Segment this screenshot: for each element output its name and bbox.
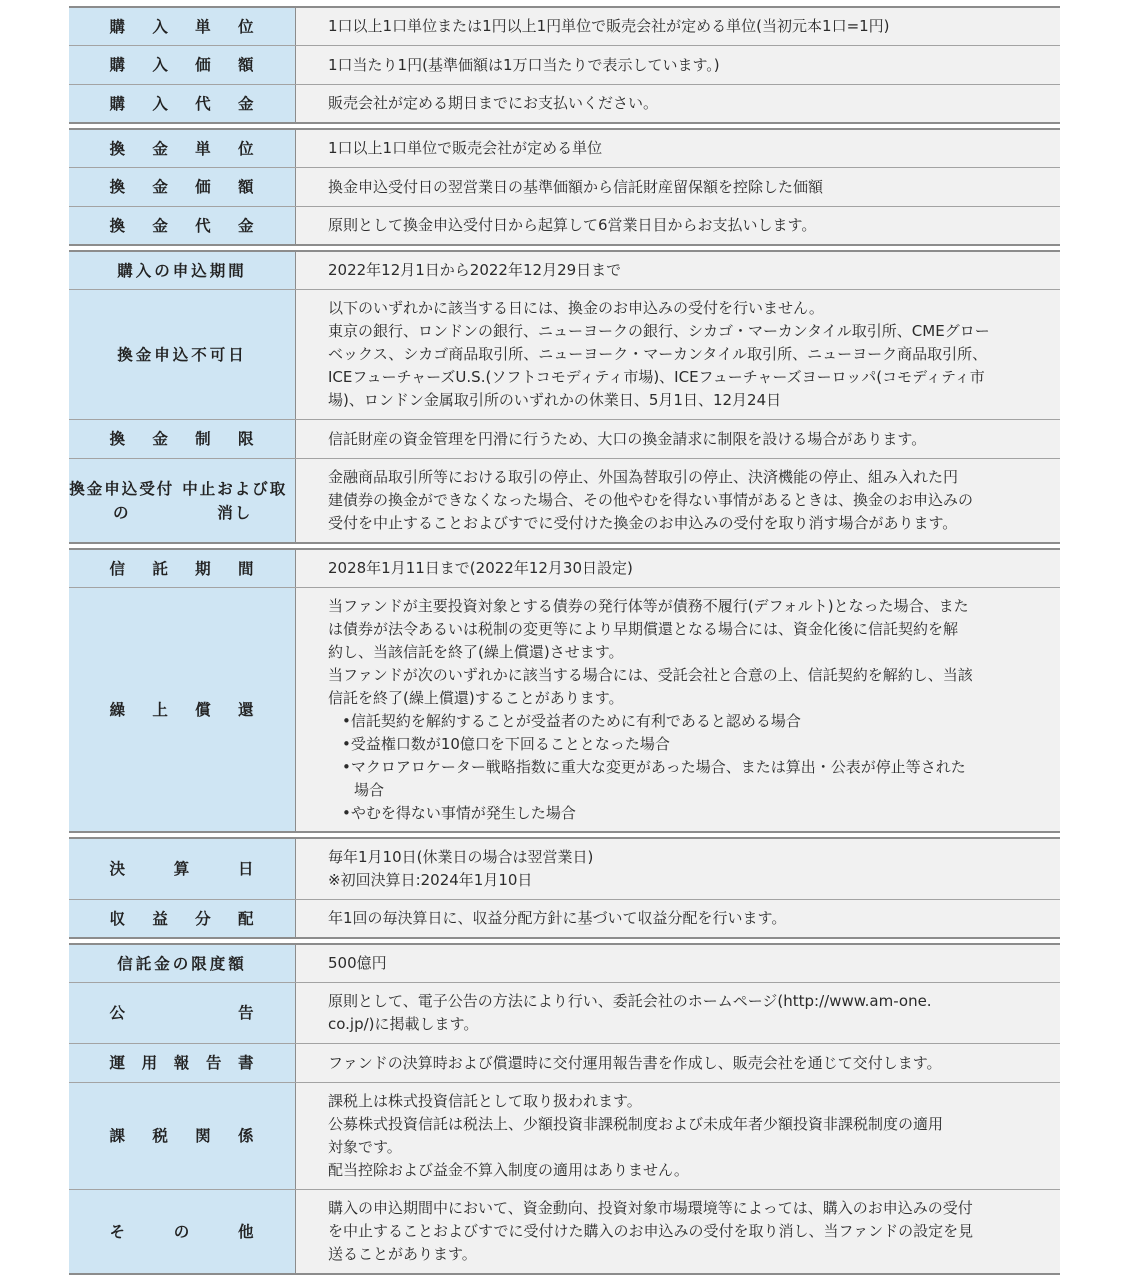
row-label: そ の 他 bbox=[69, 1190, 296, 1273]
value-text: 毎年1月10日(休業日の場合は翌営業日) bbox=[328, 848, 594, 866]
row-label: 購入の申込期間 bbox=[69, 252, 296, 289]
value-text: 送ることがあります。 bbox=[328, 1245, 477, 1263]
row-value bbox=[296, 1083, 1060, 1189]
table-section bbox=[69, 6, 1060, 124]
value-text: 2028年1月11日まで(2022年12月30日設定) bbox=[328, 559, 633, 577]
table-row bbox=[69, 84, 1060, 122]
row-value bbox=[296, 207, 1060, 244]
table-row bbox=[69, 45, 1060, 84]
row-label: 運 用 報 告 書 bbox=[69, 1044, 296, 1082]
value-text: 対象です。 bbox=[328, 1138, 402, 1156]
row-value bbox=[296, 46, 1060, 84]
table-row bbox=[69, 1189, 1060, 1273]
row-value bbox=[296, 8, 1060, 45]
table-row bbox=[69, 289, 1060, 419]
row-value bbox=[296, 945, 1060, 982]
row-label: 換金申込不可日 bbox=[69, 290, 296, 419]
table-row bbox=[69, 419, 1060, 458]
row-label: 換 金 制 限 bbox=[69, 420, 296, 458]
value-text: ファンドの決算時および償還時に交付運用報告書を作成し、販売会社を通じて交付します。 bbox=[328, 1053, 942, 1072]
bullet-item: •マクロアロケーター戦略指数に重大な変更があった場合、または算出・公表が停止等された bbox=[342, 757, 966, 776]
table-row bbox=[69, 206, 1060, 244]
row-label: 課 税 関 係 bbox=[69, 1083, 296, 1189]
table-row bbox=[69, 587, 1060, 831]
row-label: 繰 上 償 還 bbox=[69, 588, 296, 831]
row-label: 購 入 代 金 bbox=[69, 85, 296, 122]
value-text: 販売会社が定める期日までにお支払いください。 bbox=[328, 94, 659, 112]
value-text: 以下のいずれかに該当する日には、換金のお申込みの受付を行いません。 bbox=[328, 299, 824, 317]
row-label: 換金申込受付の 中止および取消し bbox=[69, 459, 296, 542]
row-value bbox=[296, 983, 1060, 1043]
row-label: 換 金 代 金 bbox=[69, 207, 296, 244]
value-text: 当ファンドが次のいずれかに該当する場合には、受託会社と合意の上、信託契約を解約し、当該 bbox=[328, 665, 973, 684]
table-section bbox=[69, 548, 1060, 833]
table-row bbox=[69, 167, 1060, 206]
row-value bbox=[296, 839, 1060, 899]
row-label: 信託金の限度額 bbox=[69, 945, 296, 982]
row-value bbox=[296, 588, 1060, 831]
row-label: 換 金 価 額 bbox=[69, 168, 296, 206]
bullet-item: •信託契約を解約することが受益者のために有利であると認める場合 bbox=[342, 711, 801, 730]
value-text: は債券が法令あるいは税制の変更等により早期償還となる場合には、資金化後に信託契約を解 bbox=[328, 619, 959, 638]
value-text: ICEフューチャーズU.S.(ソフトコモディティ市場)、ICEフューチャーズヨーロッパ(コモディティ市 bbox=[328, 368, 985, 386]
row-value bbox=[296, 459, 1060, 542]
value-text: 信託を終了(繰上償還)することがあります。 bbox=[328, 688, 624, 707]
table-row bbox=[69, 252, 1060, 289]
value-text: 金融商品取引所等における取引の停止、外国為替取引の停止、決済機能の停止、組み入れた円 bbox=[328, 468, 959, 486]
row-value bbox=[296, 252, 1060, 289]
table-row bbox=[69, 899, 1060, 937]
row-value bbox=[296, 550, 1060, 587]
row-label: 購 入 価 額 bbox=[69, 46, 296, 84]
row-label: 決 算 日 bbox=[69, 839, 296, 899]
value-text: 当ファンドが主要投資対象とする債券の発行体等が債務不履行(デフォルト)となった場合、また bbox=[328, 596, 969, 615]
value-text: 購入の申込期間中において、資金動向、投資対象市場環境等によっては、購入のお申込みの受付 bbox=[328, 1199, 973, 1217]
table-row bbox=[69, 458, 1060, 542]
value-text: 東京の銀行、ロンドンの銀行、ニューヨークの銀行、シカゴ・マーカンタイル取引所、CMEグロー bbox=[328, 322, 990, 340]
value-text: 受付を中止することおよびすでに受付けた換金のお申込みの受付を取り消す場合があります。 bbox=[328, 514, 958, 532]
row-label: 換 金 単 位 bbox=[69, 130, 296, 167]
table-row bbox=[69, 1043, 1060, 1082]
value-text: 2022年12月1日から2022年12月29日まで bbox=[328, 261, 622, 279]
value-text: 1口以上1口単位または1円以上1円単位で販売会社が定める単位(当初元本1口=1円) bbox=[328, 17, 890, 35]
row-value bbox=[296, 290, 1060, 419]
value-text: 年1回の毎決算日に、収益分配方針に基づいて収益分配を行います。 bbox=[328, 909, 787, 927]
value-text: co.jp/)に掲載します。 bbox=[328, 1015, 479, 1033]
fund-terms-table bbox=[69, 6, 1060, 1275]
table-section bbox=[69, 837, 1060, 939]
row-label: 信 託 期 間 bbox=[69, 550, 296, 587]
value-text: 換金申込受付日の翌営業日の基準価額から信託財産留保額を控除した価額 bbox=[328, 177, 824, 196]
value-text: 信託財産の資金管理を円滑に行うため、大口の換金請求に制限を設ける場合があります。 bbox=[328, 429, 927, 448]
table-section bbox=[69, 943, 1060, 1275]
bullet-item: •やむを得ない事情が発生した場合 bbox=[342, 803, 576, 822]
value-text: 約し、当該信託を終了(繰上償還)させます。 bbox=[328, 642, 624, 661]
table-row bbox=[69, 839, 1060, 899]
row-label: 購 入 単 位 bbox=[69, 8, 296, 45]
value-text: 配当控除および益金不算入制度の適用はありません。 bbox=[328, 1161, 689, 1179]
row-value bbox=[296, 420, 1060, 458]
table-section bbox=[69, 128, 1060, 246]
table-row bbox=[69, 945, 1060, 982]
value-text: 原則として換金申込受付日から起算して6営業日目からお支払いします。 bbox=[328, 216, 817, 234]
row-value bbox=[296, 85, 1060, 122]
value-text: ※初回決算日:2024年1月10日 bbox=[328, 871, 533, 889]
value-text: を中止することおよびすでに受付けた購入のお申込みの受付を取り消し、当ファンドの設定を見 bbox=[328, 1222, 974, 1240]
table-row bbox=[69, 8, 1060, 45]
table-row bbox=[69, 550, 1060, 587]
value-text: 原則として、電子公告の方法により行い、委託会社のホームページ(http://www.am-one. bbox=[328, 992, 932, 1010]
value-text: 1口以上1口単位で販売会社が定める単位 bbox=[328, 139, 603, 157]
row-value bbox=[296, 130, 1060, 167]
value-text: 1口当たり1円(基準価額は1万口当たりで表示しています。) bbox=[328, 55, 720, 74]
row-value bbox=[296, 1044, 1060, 1082]
value-text: 場)、ロンドン金属取引所のいずれかの休業日、5月1日、12月24日 bbox=[328, 391, 782, 409]
value-text: 500億円 bbox=[328, 954, 387, 972]
value-text: 公募株式投資信託は税法上、少額投資非課税制度および未成年者少額投資非課税制度の適用 bbox=[328, 1115, 944, 1133]
bullet-item: •受益権口数が10億口を下回ることとなった場合 bbox=[342, 734, 670, 753]
row-value bbox=[296, 168, 1060, 206]
value-text: 課税上は株式投資信託として取り扱われます。 bbox=[328, 1092, 642, 1110]
value-text: ベックス、シカゴ商品取引所、ニューヨーク・マーカンタイル取引所、ニューヨーク商品取引所、 bbox=[328, 345, 988, 363]
row-value bbox=[296, 1190, 1060, 1273]
table-row bbox=[69, 130, 1060, 167]
bullet-item-continuation: 場合 bbox=[354, 780, 385, 799]
row-label: 収 益 分 配 bbox=[69, 900, 296, 937]
table-row bbox=[69, 1082, 1060, 1189]
table-row bbox=[69, 982, 1060, 1043]
row-label: 公 告 bbox=[69, 983, 296, 1043]
row-value bbox=[296, 900, 1060, 937]
table-section bbox=[69, 250, 1060, 544]
value-text: 建債券の換金ができなくなった場合、その他やむを得ない事情があるときは、換金のお申込みの bbox=[328, 491, 974, 509]
